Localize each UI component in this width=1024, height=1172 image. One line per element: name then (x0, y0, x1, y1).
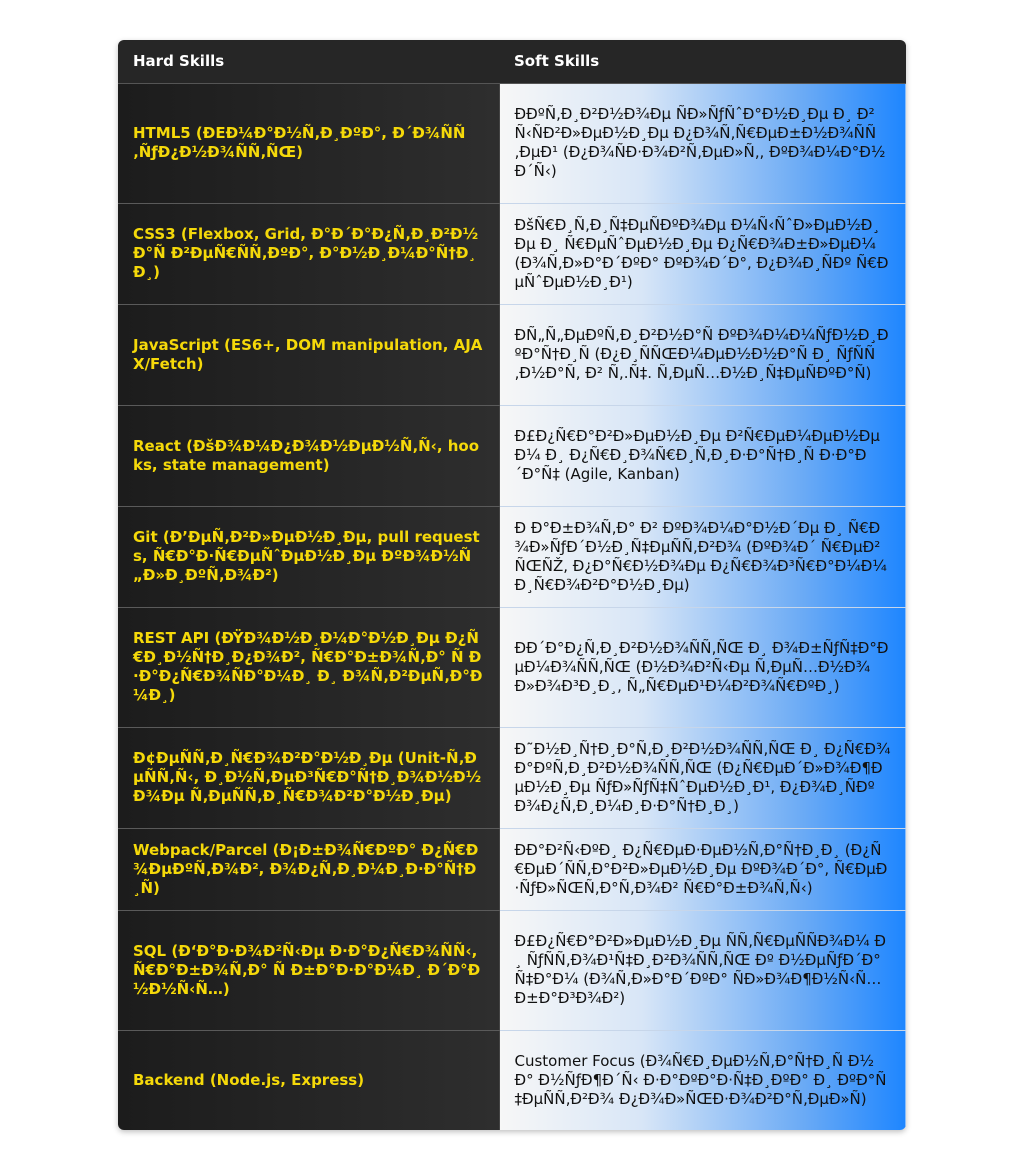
table-row (118, 828, 906, 910)
header-row (118, 40, 906, 83)
soft-skill-text: ÐÐ´Ð°Ð¿Ñ‚Ð¸Ð²Ð½Ð¾ÑÑ‚ÑŒ Ð¸ Ð¾Ð±ÑƒÑ‡Ð°ÐµÐ¼Ð¾ÑÑ‚ÑŒ (Ð½Ð¾Ð²Ñ‹Ðµ Ñ‚ÐµÑ…Ð½Ð¾Ð»Ð¾Ð³Ð¸Ð¸, Ñ„Ñ€ÐµÐ¹Ð¼Ð²Ð¾Ñ€ÐºÐ¸) (514, 638, 889, 695)
table-row (118, 607, 906, 727)
soft-skill-cell (499, 203, 906, 304)
header-soft-skills: Soft Skills (499, 40, 906, 83)
soft-skill-cell (499, 304, 906, 405)
skills-table-container (118, 40, 906, 1130)
soft-skill-text: Ð˜Ð½Ð¸Ñ†Ð¸Ð°Ñ‚Ð¸Ð²Ð½Ð¾ÑÑ‚ÑŒ Ð¸ Ð¿Ñ€Ð¾Ð°ÐºÑ‚Ð¸Ð²Ð½Ð¾ÑÑ‚ÑŒ (Ð¿Ñ€ÐµÐ´Ð»Ð¾Ð¶ÐµÐ½Ð¸Ðµ ÑƒÐ»ÑƒÑ‡ÑˆÐµÐ½Ð¸Ð¹, Ð¿Ð¾Ð¸ÑÐº Ð¾Ð¿Ñ‚Ð¸Ð¼Ð¸Ð·Ð°Ñ†Ð¸Ð¸) (514, 739, 891, 815)
hard-skill-text: HTML5 (ÐЕÐ¼Ð°Ð½Ñ‚Ð¸ÐºÐ°, Ð´Ð¾ÑÑ‚ÑƒÐ¿Ð½Ð¾ÑÑ‚ÑŒ) (133, 124, 466, 161)
hard-skill-cell (118, 203, 499, 304)
soft-skill-cell (499, 607, 906, 727)
hard-skill-cell (118, 910, 499, 1030)
soft-skill-text: ÐšÑ€Ð¸Ñ‚Ð¸Ñ‡ÐµÑÐºÐ¾Ðµ Ð¼Ñ‹ÑˆÐ»ÐµÐ½Ð¸Ðµ Ð¸ Ñ€ÐµÑˆÐµÐ½Ð¸Ðµ Ð¿Ñ€Ð¾Ð±Ð»ÐµÐ¼ (Ð¾Ñ‚Ð»Ð°Ð´ÐºÐ° ÐºÐ¾Ð´Ð°, Ð¿Ð¾Ð¸ÑÐº Ñ€ÐµÑˆÐµÐ½Ð¸Ð¹) (514, 215, 889, 291)
soft-skill-cell (499, 506, 906, 607)
soft-skill-text: ÐÑ„Ñ„ÐµÐºÑ‚Ð¸Ð²Ð½Ð°Ñ ÐºÐ¾Ð¼Ð¼ÑƒÐ½Ð¸ÐºÐ°Ñ†Ð¸Ñ (Ð¿Ð¸ÑÑŒÐ¼ÐµÐ½Ð½Ð°Ñ Ð¸ ÑƒÑÑ‚Ð½Ð°Ñ, Ð² Ñ‚.Ñ‡. Ñ‚ÐµÑ…Ð½Ð¸Ñ‡ÐµÑÐºÐ°Ñ) (514, 326, 889, 382)
table-row (118, 304, 906, 405)
soft-skill-cell (499, 910, 906, 1030)
table-header (118, 40, 906, 83)
table-row (118, 727, 906, 828)
soft-skill-cell (499, 727, 906, 828)
hard-skill-cell (118, 83, 499, 203)
header-hard-skills: Hard Skills (118, 40, 499, 83)
table-body (118, 83, 906, 1130)
soft-skill-cell (499, 828, 906, 910)
soft-skill-cell (499, 1030, 906, 1130)
hard-skill-text: REST API (ÐŸÐ¾Ð½Ð¸Ð¼Ð°Ð½Ð¸Ðµ Ð¿Ñ€Ð¸Ð½Ñ†Ð¸Ð¿Ð¾Ð², Ñ€Ð°Ð±Ð¾Ñ‚Ð° Ñ Ð·Ð°Ð¿Ñ€Ð¾ÑÐ°Ð¼Ð¸ Ð¸ Ð¾Ñ‚Ð²ÐµÑ‚Ð°Ð¼Ð¸) (133, 629, 483, 704)
hard-skill-text: CSS3 (Flexbox, Grid, Ð°Ð´Ð°Ð¿Ñ‚Ð¸Ð²Ð½Ð°Ñ Ð²ÐµÑ€ÑÑ‚ÐºÐ°, Ð°Ð½Ð¸Ð¼Ð°Ñ†Ð¸Ð¸) (133, 225, 479, 281)
table-row (118, 83, 906, 203)
hard-skill-cell (118, 405, 499, 506)
soft-skill-text: Ð Ð°Ð±Ð¾Ñ‚Ð° Ð² ÐºÐ¾Ð¼Ð°Ð½Ð´Ðµ Ð¸ Ñ€Ð¾Ð»ÑƒÐ´Ð½Ð¸Ñ‡ÐµÑÑ‚Ð²Ð¾ (ÐºÐ¾Ð´ Ñ€ÐµÐ²ÑŒÑŽ, Ð¿Ð°Ñ€Ð½Ð¾Ðµ Ð¿Ñ€Ð¾Ð³Ñ€Ð°Ð¼Ð¼Ð¸Ñ€Ð¾Ð²Ð°Ð½Ð¸Ðµ) (514, 518, 887, 594)
soft-skill-cell (499, 405, 906, 506)
hard-skill-cell (118, 607, 499, 727)
soft-skill-text: Customer Focus (Ð¾Ñ€Ð¸ÐµÐ½Ñ‚Ð°Ñ†Ð¸Ñ Ð½Ð° Ð½ÑƒÐ¶Ð´Ñ‹ Ð·Ð°ÐºÐ°Ð·Ñ‡Ð¸ÐºÐ° Ð¸ ÐºÐ°Ñ‡ÐµÑÑ‚Ð²Ð¾ Ð¿Ð¾Ð»ÑŒÐ·Ð¾Ð²Ð°Ñ‚ÐµÐ»Ñ) (514, 1051, 887, 1108)
hard-skill-cell (118, 828, 499, 910)
hard-skill-cell (118, 304, 499, 405)
soft-skill-text: ÐÐ°Ð²Ñ‹ÐºÐ¸ Ð¿Ñ€ÐµÐ·ÐµÐ½Ñ‚Ð°Ñ†Ð¸Ð¸ (Ð¿Ñ€ÐµÐ´ÑÑ‚Ð°Ð²Ð»ÐµÐ½Ð¸Ðµ ÐºÐ¾Ð´Ð°, Ñ€ÐµÐ·ÑƒÐ»ÑŒÑ‚Ð°Ñ‚Ð¾Ð² Ñ€Ð°Ð±Ð¾Ñ‚Ñ‹) (514, 840, 888, 897)
skills-table (118, 40, 906, 1130)
hard-skill-text: Backend (Node.js, Express) (133, 1070, 365, 1089)
soft-skill-text: ÐÐºÑ‚Ð¸Ð²Ð½Ð¾Ðµ ÑÐ»ÑƒÑˆÐ°Ð½Ð¸Ðµ Ð¸ Ð²Ñ‹ÑÐ²Ð»ÐµÐ½Ð¸Ðµ Ð¿Ð¾Ñ‚Ñ€ÐµÐ±Ð½Ð¾ÑÑ‚ÐµÐ¹ (Ð¿Ð¾ÑÐ·Ð¾Ð²Ñ‚ÐµÐ»Ñ‚, ÐºÐ¾Ð¼Ð°Ð½Ð´Ñ‹) (514, 105, 886, 180)
hard-skill-cell (118, 1030, 499, 1130)
table-row (118, 506, 906, 607)
soft-skill-text: Ð£Ð¿Ñ€Ð°Ð²Ð»ÐµÐ½Ð¸Ðµ ÑÑ‚Ñ€ÐµÑÑÐ¾Ð¼ Ð¸ ÑƒÑÑ‚Ð¾Ð¹Ñ‡Ð¸Ð²Ð¾ÑÑ‚ÑŒ Ðº Ð½ÐµÑƒÐ´Ð°Ñ‡Ð°Ð¼ (Ð¾Ñ‚Ð»Ð°Ð´ÐºÐ° ÑÐ»Ð¾Ð¶Ð½Ñ‹Ñ… Ð±Ð°Ð³Ð¾Ð²) (514, 932, 887, 1007)
hard-skill-cell (118, 506, 499, 607)
table-row (118, 1030, 906, 1130)
hard-skill-text: React (ÐšÐ¾Ð¼Ð¿Ð¾Ð½ÐµÐ½Ñ‚Ñ‹, hooks, state management) (133, 436, 480, 474)
hard-skill-text: SQL (Ð‘Ð°Ð·Ð¾Ð²Ñ‹Ðµ Ð·Ð°Ð¿Ñ€Ð¾ÑÑ‹, Ñ€Ð°Ð±Ð¾Ñ‚Ð° Ñ Ð±Ð°Ð·Ð°Ð¼Ð¸ Ð´Ð°Ð½Ð½Ñ‹Ñ…) (133, 941, 483, 998)
hard-skill-text: Ð¢ÐµÑÑ‚Ð¸Ñ€Ð¾Ð²Ð°Ð½Ð¸Ðµ (Unit-Ñ‚ÐµÑÑ‚Ñ‹, Ð¸Ð½Ñ‚ÐµÐ³Ñ€Ð°Ñ†Ð¸Ð¾Ð½Ð½Ð¾Ðµ Ñ‚ÐµÑÑ‚Ð¸Ñ€Ð¾Ð²Ð°Ð½Ð¸Ðµ) (133, 749, 482, 805)
hard-skill-text: Webpack/Parcel (Ð¡Ð±Ð¾Ñ€ÐºÐ° Ð¿Ñ€Ð¾ÐµÐºÑ‚Ð¾Ð², Ð¾Ð¿Ñ‚Ð¸Ð¼Ð¸Ð·Ð°Ñ†Ð¸Ñ) (133, 840, 479, 897)
table-row (118, 910, 906, 1030)
soft-skill-cell (499, 83, 906, 203)
table-row (118, 405, 906, 506)
table-row (118, 203, 906, 304)
hard-skill-text: JavaScript (ES6+, DOM manipulation, AJAX/Fetch) (133, 335, 483, 373)
hard-skill-text: Git (Ð’ÐµÑ‚Ð²Ð»ÐµÐ½Ð¸Ðµ, pull requests, Ñ€Ð°Ð·Ñ€ÐµÑˆÐµÐ½Ð¸Ðµ ÐºÐ¾Ð½Ñ„Ð»Ð¸ÐºÑ‚Ð¾Ð²) (133, 528, 480, 584)
soft-skill-text: Ð£Ð¿Ñ€Ð°Ð²Ð»ÐµÐ½Ð¸Ðµ Ð²Ñ€ÐµÐ¼ÐµÐ½ÐµÐ¼ Ð¸ Ð¿Ñ€Ð¸Ð¾Ñ€Ð¸Ñ‚Ð¸Ð·Ð°Ñ†Ð¸Ñ Ð·Ð°Ð´Ð°Ñ‡ (Agile, Kanban) (514, 427, 880, 483)
hard-skill-cell (118, 727, 499, 828)
